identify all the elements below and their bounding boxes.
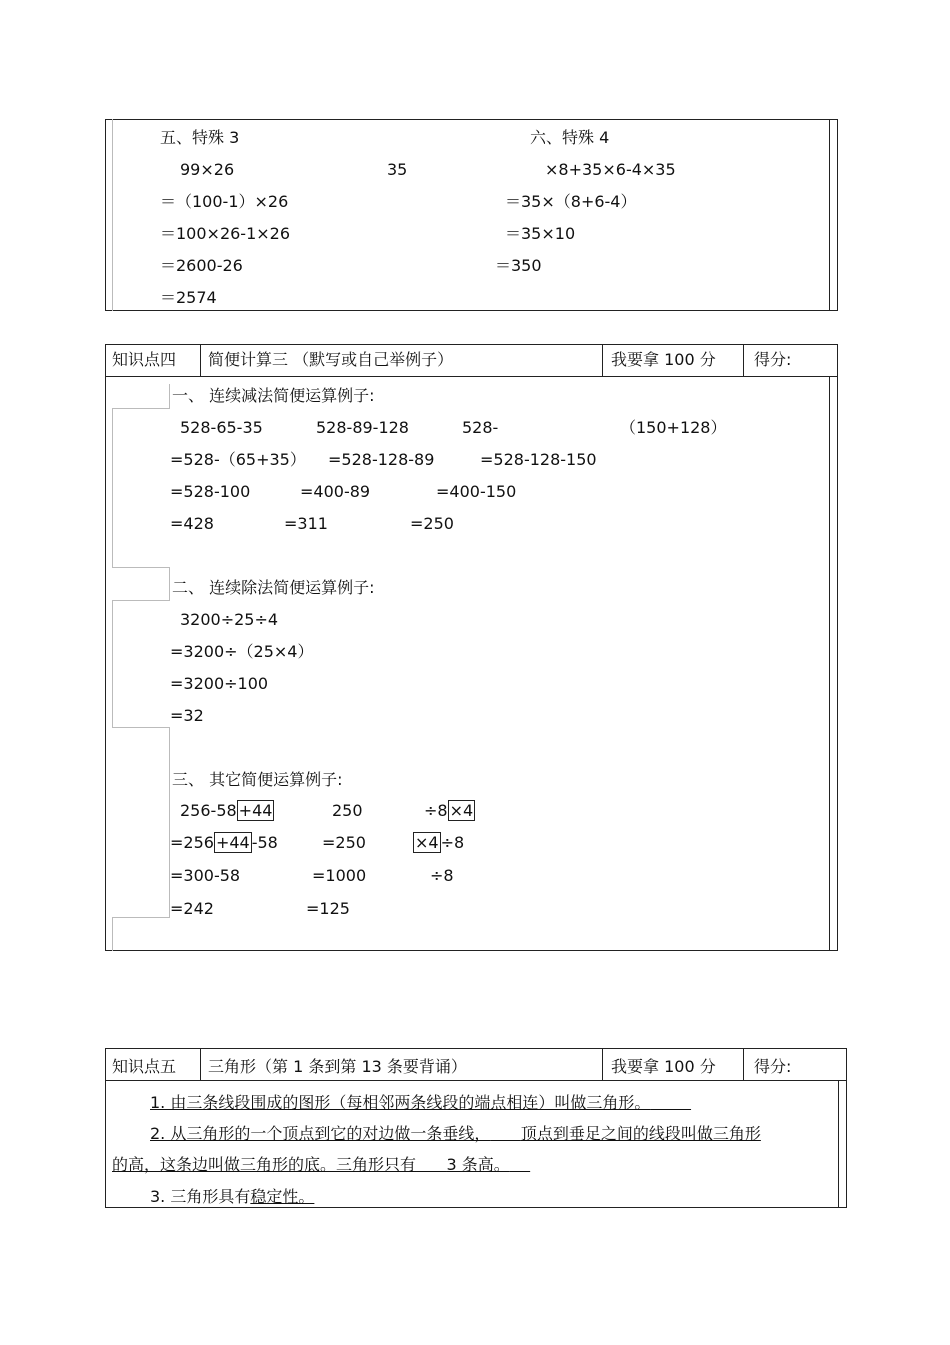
calc-line: =528-100 (170, 482, 251, 501)
calc-line: =400-150 (436, 482, 517, 501)
definition-text: 1. 由三条线段围成的图形（每相邻两条线段的端点相连）叫做三角形。 (150, 1093, 651, 1112)
header-divider (200, 344, 201, 376)
outline-segment (112, 408, 170, 409)
calc-part: ÷8 (440, 833, 465, 852)
calc-line: ＝2574 (160, 288, 217, 307)
topic-title: 简便计算三 （默写或自己举例子） (208, 350, 454, 369)
header-divider (743, 1048, 744, 1080)
calc-line: 528-89-128 (316, 418, 409, 437)
knowledge-point-label: 知识点五 (112, 1057, 177, 1076)
calc-line: （150+128） (620, 418, 727, 437)
definition-2-line-2 (112, 1155, 530, 1175)
calc-line: =400-89 (300, 482, 371, 501)
topic-title: 三角形（第 1 条到第 13 条要背诵） (208, 1057, 467, 1076)
score-label: 得分: (754, 1057, 792, 1076)
calc-line: =242 (170, 899, 214, 918)
outline-segment (112, 600, 170, 601)
knowledge-point-label: 知识点四 (112, 350, 177, 369)
calc-line: ＝35×（8+6-4） (505, 192, 637, 211)
calc-line: ＝350 (495, 256, 542, 275)
goal-text: 我要拿 100 分 (611, 1057, 716, 1076)
header-divider (602, 1048, 603, 1080)
calc-part: ÷8 (424, 801, 448, 820)
calc-line: 3200÷25÷4 (180, 610, 279, 629)
calc-line: ＝（100-1）×26 (160, 192, 289, 211)
definition-1 (150, 1093, 691, 1113)
calc-line: =3200÷（25×4） (170, 642, 314, 661)
box-inner-line (838, 1080, 839, 1208)
calc-number: 35 (387, 160, 408, 179)
calc-line: =528-128-150 (480, 450, 597, 469)
header-divider (200, 1048, 201, 1080)
calc-line (424, 801, 475, 821)
boxed-term: +44 (238, 801, 273, 820)
section-title: 二、 连续除法简便运算例子: (172, 578, 375, 597)
definition-3 (150, 1187, 314, 1207)
definition-text: 顶点到垂足之间的线段叫做三角形 (520, 1124, 761, 1143)
box-inner-line (829, 119, 830, 311)
calc-line: =250 (322, 833, 366, 852)
section-title: 一、 连续减法简便运算例子: (172, 386, 375, 405)
outline-segment (112, 727, 170, 728)
calc-line: =250 (410, 514, 454, 533)
outline-segment (169, 728, 170, 918)
outline-segment (112, 567, 170, 568)
outline-segment (169, 568, 170, 600)
calc-part: 256-58 (180, 801, 237, 820)
outline-segment (112, 917, 170, 918)
outline-segment (112, 600, 113, 728)
section-title: 三、 其它简便运算例子: (172, 770, 343, 789)
calc-part: -58 (251, 833, 278, 852)
box-inner-line (829, 376, 830, 951)
definition-text: 2. 从三角形的一个顶点到它的对边做一条垂线， (150, 1124, 491, 1143)
goal-text: 我要拿 100 分 (611, 350, 716, 369)
calc-line: 528-65-35 (180, 418, 263, 437)
calc-line: 528- (462, 418, 499, 437)
calc-line (170, 833, 278, 853)
definition-2-line-1 (150, 1124, 761, 1144)
score-label: 得分: (754, 350, 792, 369)
calc-line: =3200÷100 (170, 674, 269, 693)
calc-line: ＝2600-26 (160, 256, 243, 275)
boxed-term: ×4 (415, 833, 439, 852)
header-divider (105, 376, 838, 377)
outline-segment (169, 384, 170, 408)
definition-text: 稳定性。 (250, 1187, 315, 1206)
calc-line (413, 833, 464, 853)
calc-line: =428 (170, 514, 214, 533)
special-4-title: 六、特殊 4 (530, 128, 610, 147)
calc-line: ×8+35×6-4×35 (545, 160, 676, 179)
calc-line (180, 801, 274, 821)
calc-line: =125 (306, 899, 350, 918)
boxed-term: ×4 (449, 801, 474, 820)
calc-line: 99×26 (180, 160, 235, 179)
calc-line: 250 (332, 801, 363, 820)
boxed-term: +44 (215, 833, 250, 852)
outline-segment (112, 408, 113, 568)
calc-line: =528-128-89 (328, 450, 435, 469)
outline-segment (112, 917, 113, 951)
definition-text: 的高，这条边叫做三角形的底。三角形只有 (112, 1155, 417, 1174)
calc-line: =528-（65+35） (170, 450, 306, 469)
calc-part: =256 (170, 833, 214, 852)
calc-line: ＝100×26-1×26 (160, 224, 291, 243)
header-divider (743, 344, 744, 376)
calc-line: =311 (284, 514, 328, 533)
special-3-title: 五、特殊 3 (160, 128, 240, 147)
calc-line: =300-58 (170, 866, 241, 885)
calc-line: ÷8 (430, 866, 454, 885)
definition-text: 3. 三角形具有 (150, 1187, 251, 1206)
definition-text: 3 条高。 (446, 1155, 510, 1174)
box-inner-line (112, 119, 113, 311)
header-divider (602, 344, 603, 376)
calc-line: =1000 (312, 866, 367, 885)
calc-line: ＝35×10 (505, 224, 576, 243)
calc-line: =32 (170, 706, 204, 725)
